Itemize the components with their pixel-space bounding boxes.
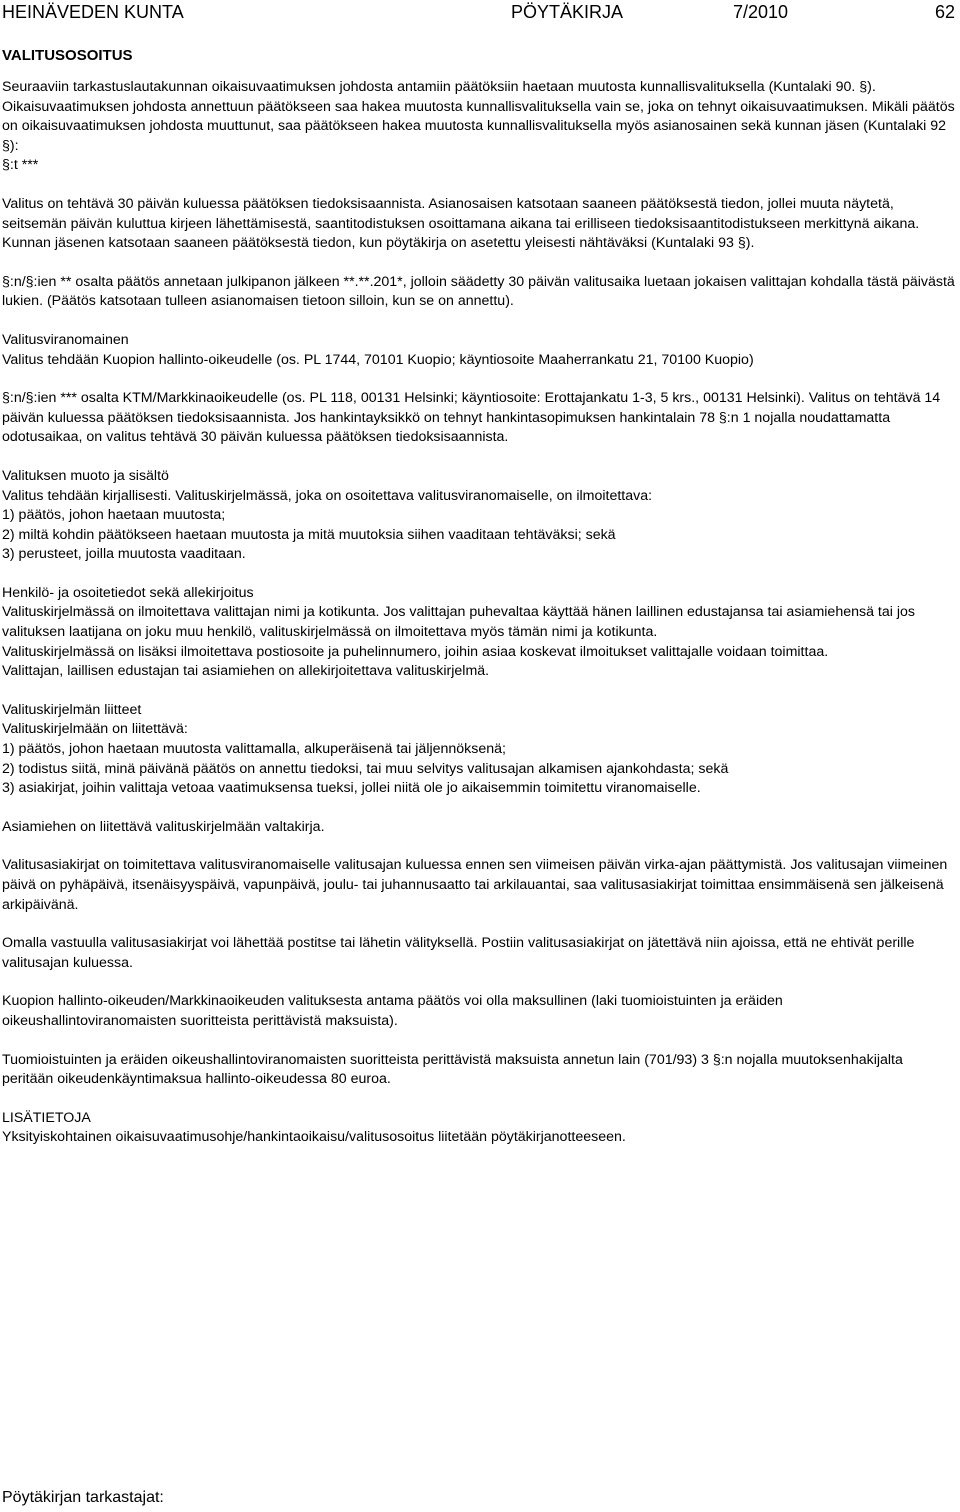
paragraph: Valituskirjelmässä on lisäksi ilmoitettava postiosoite ja puhelinnumero, joihin asiaa koskevat ilmoitukset valittajalle voidaan toimittaa. <box>2 643 829 660</box>
paragraph: Henkilö- ja osoitetiedot sekä allekirjoitus <box>2 584 254 601</box>
paragraph: Omalla vastuulla valitusasiakirjat voi lähettää postitse tai lähetin välityksellä. Postiin valitusasiakirjat on jätettävä niin ajoissa, että ne ehtivät perille valitusajan kuluessa. <box>2 935 915 971</box>
paragraph-spacer <box>2 837 957 856</box>
paragraph: 2) miltä kohdin päätökseen haetaan muutosta ja mitä muutoksia siihen vaaditaan tehtäväksi; sekä <box>2 526 616 543</box>
paragraph: §:n/§:ien *** osalta KTM/Markkinaoikeudelle (os. PL 118, 00131 Helsinki; käyntiosoite: Erottajankatu 1-3, 5 krs., 00131 Helsinki). Valitus on tehtävä 14 päivän kuluessa päätöksen tiedoksisaannista. Jos hankintayksikkö on tehnyt hankintasopimuksen hankintalain 78 §:n 1 nojalla noudattamatta odotusaikaa, on valitus tehtävä 30 päivän kuluessa päätöksen tiedoksisaannista. <box>2 390 941 446</box>
paragraph-list <box>2 78 957 1148</box>
paragraph-spacer <box>2 254 957 273</box>
paragraph: Valituksen muoto ja sisältö <box>2 467 169 484</box>
document-type: PÖYTÄKIRJA <box>511 2 624 22</box>
paragraph-spacer <box>2 565 957 584</box>
paragraph: LISÄTIETOJA <box>2 1109 91 1126</box>
paragraph: Valitus on tehtävä 30 päivän kuluessa päätöksen tiedoksisaannista. Asianosaisen katsotaan saaneen päätöksestä tiedon, jollei muuta näytetä, seitsemän päivän kuluttua kirjeen lähettämisestä, saantitodistuksen osoittamana aikana tai erilliseen tiedoksisaantitodistukseen merkittynä aikana. Kunnan jäsenen katsotaan saaneen päätöksestä tiedon, kun pöytäkirja on asetettu yleisesti nähtäväksi (Kuntalaki 93 §). <box>2 195 920 252</box>
paragraph: Valituskirjelmässä on ilmoitettava valittajan nimi ja kotikunta. Jos valittajan puhevaltaa käyttää hänen laillinen edustajansa tai asiamiehensä tai jos valituksen laatijana on joku muu henkilö, valituskirjelmässä on ilmoitettava myös tämän nimi ja kotikunta. <box>2 604 915 641</box>
paragraph-spacer <box>2 370 957 389</box>
paragraph-spacer <box>2 915 957 934</box>
paragraph: §:t *** <box>2 157 39 174</box>
page-title: VALITUSOSOITUS <box>2 47 133 64</box>
paragraph: Kuopion hallinto-oikeuden/Markkinaoikeuden valituksesta antama päätös voi olla maksullinen (laki tuomioistuinten ja eräiden oikeushallintoviranomaisten suoritteista perittävistä maksuista). <box>2 993 783 1029</box>
paragraph-spacer <box>2 1090 957 1109</box>
paragraph: 1) päätös, johon haetaan muutosta; <box>2 507 226 524</box>
paragraph: 3) perusteet, joilla muutosta vaaditaan. <box>2 546 246 563</box>
paragraph-spacer <box>2 1032 957 1051</box>
municipality-name: HEINÄVEDEN KUNTA <box>2 2 184 22</box>
paragraph: Valittajan, laillisen edustajan tai asiamiehen on allekirjoitettava valituskirjelmä. <box>2 663 490 680</box>
paragraph: 1) päätös, johon haetaan muutosta valittamalla, alkuperäisenä tai jäljennöksenä; <box>2 741 506 758</box>
paragraph: Valitus tehdään kirjallisesti. Valituskirjelmässä, joka on osoitettava valitusviranomaiselle, on ilmoitettava: <box>2 487 653 504</box>
paragraph: Valituskirjelmän liitteet <box>2 701 142 718</box>
paragraph-spacer <box>2 448 957 467</box>
paragraph: Valitusasiakirjat on toimitettava valitusviranomaiselle valitusajan kuluessa ennen sen viimeisen päivän virka-ajan päättymistä. Jos valitusajan viimeinen päivä on pyhäpäivä, itsenäisyyspäivä, vapunpäivä, joulu- tai juhannusaatto tai arkilauantai, saa valitusasiakirjat toimittaa ensimmäisenä sen jälkeisenä arkipäivänä. <box>2 857 948 913</box>
paragraph: Valitusviranomainen <box>2 331 129 348</box>
paragraph: Yksityiskohtainen oikaisuvaatimusohje/hankintaoikaisu/valitusosoitus liitetään pöytäkirjanotteeseen. <box>2 1129 626 1146</box>
paragraph: §:n/§:ien ** osalta päätös annetaan julkipanon jälkeen **.**.201*, jolloin säädetty 30 päivän valitusaika luetaan jokaisen valittajan kohdalla tästä päivästä lukien. (Päätös katsotaan tulleen asianomaisen tietoon silloin, kun se on annettu). <box>2 273 955 310</box>
document-number: 7/2010 <box>733 2 789 22</box>
paragraph: 2) todistus siitä, minä päivänä päätös on annettu tiedoksi, tai muu selvitys valitusajan alkamisen ajankohdasta; sekä <box>2 760 729 777</box>
paragraph: Seuraaviin tarkastuslautakunnan oikaisuvaatimuksen johdosta antamiin päätöksiin haetaan muutosta kunnallisvalituksella (Kuntalaki 90. §). Oikaisuvaatimuksen johdosta annettuun päätökseen saa hakea muutosta kunnallisvalituksella vain se, joka on tehnyt oikaisuvaatimuksen. Mikäli päätös on oikaisuvaatimuksen johdosta muuttunut, saa päätökseen hakea muutosta kunnallisvalituksella myös asianosainen sekä kunnan jäsen (Kuntalaki 92 §): <box>2 79 955 154</box>
reviewers-label: Pöytäkirjan tarkastajat: <box>2 1489 164 1506</box>
page-header <box>0 0 960 24</box>
paragraph-spacer <box>2 973 957 992</box>
page-number: 62 <box>935 2 956 22</box>
paragraph: Asiamiehen on liitettävä valituskirjelmään valtakirja. <box>2 818 325 835</box>
paragraph-spacer <box>2 682 957 701</box>
paragraph: Valitus tehdään Kuopion hallinto-oikeudelle (os. PL 1744, 70101 Kuopio; käyntiosoite Maaherrankatu 21, 70100 Kuopio) <box>2 351 754 368</box>
paragraph-spacer <box>2 799 957 818</box>
paragraph: 3) asiakirjat, joihin valittaja vetoaa vaatimuksensa tueksi, jollei niitä ole jo aikaisemmin toimitettu viranomaiselle. <box>2 780 701 797</box>
paragraph: Valituskirjelmään on liitettävä: <box>2 721 188 738</box>
document-body <box>2 46 957 1148</box>
paragraph: Tuomioistuinten ja eräiden oikeushallintoviranomaisten suoritteista perittävistä maksuista annetun lain (701/93) 3 §:n nojalla muutoksenhakijalta peritään oikeudenkäyntimaksua hallinto-oikeudessa 80 euroa. <box>2 1051 903 1088</box>
paragraph-spacer <box>2 312 957 331</box>
paragraph-spacer <box>2 176 957 195</box>
